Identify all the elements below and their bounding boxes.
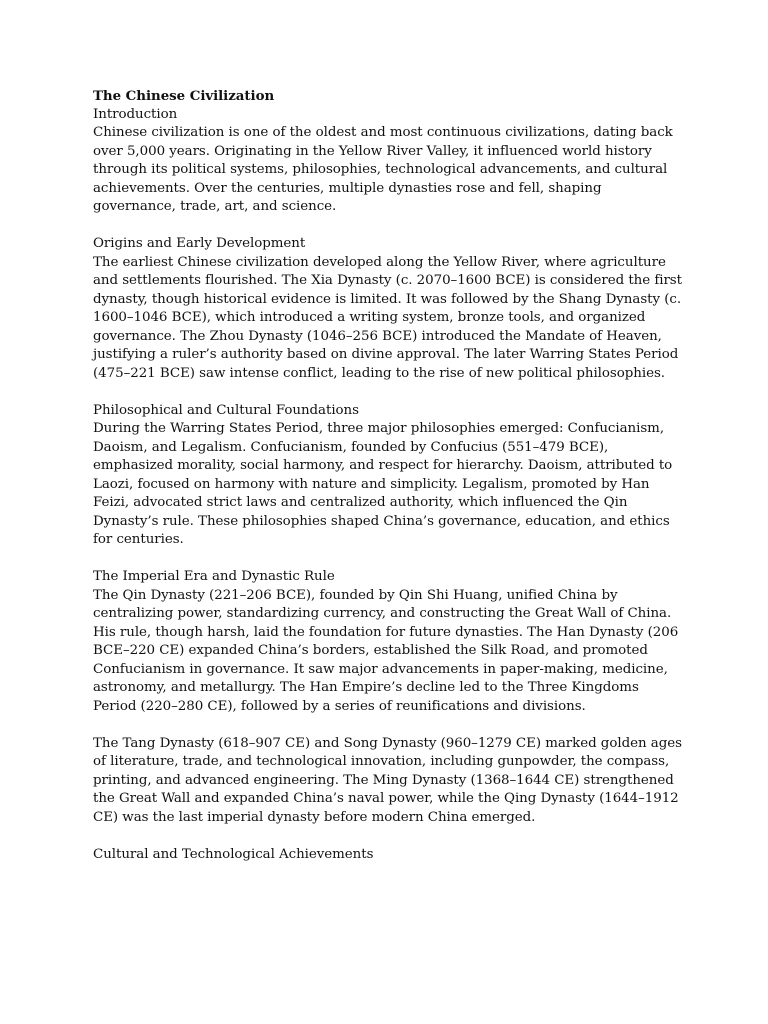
- section-paragraph: The Qin Dynasty (221–206 BCE), founded by Qin Shi Huang, unified China by centralizing power, standardizing currency, and constructing the Great Wall of China. His rule, though harsh, laid the foundation for future dynasties. The Han Dynasty (206 BCE–220 CE) expanded China’s borders, established the Silk Road, and promoted Confucianism in governance. It saw major advancements in paper-making, medicine, astronomy, and metallurgy. The Han Empire’s decline led to the Three Kingdoms Period (220–280 CE), followed by a series of reunifications and divisions.: [93, 587, 679, 714]
- section-heading: Introduction: [93, 106, 178, 122]
- section-imperial-era: [93, 568, 683, 716]
- section-origins: [93, 235, 683, 383]
- section-heading: Origins and Early Development: [93, 236, 306, 251]
- section-paragraph: Chinese civilization is one of the oldest and most continuous civilizations, dating back over 5,000 years. Originating in the Yellow River Valley, it influenced world history through its political systems, philosophies, technological advancements, and cultural achievements. Over the centuries, multiple dynasties rose and fell, shaping governance, trade, art, and science.: [93, 125, 673, 214]
- section-later-dynasties: [93, 735, 683, 828]
- section-introduction: [93, 106, 683, 217]
- section-paragraph: During the Warring States Period, three major philosophies emerged: Confucianism, Daoism, and Legalism. Confucianism, founded by Confucius (551–479 BCE), emphasized morality, social harmony, and respect for hierarchy. Daoism, attributed to Laozi, focused on harmony with nature and simplicity. Legalism, promoted by Han Feizi, advocated strict laws and centralized authority, which influenced the Qin Dynasty’s rule. These philosophies shaped China’s governance, education, and ethics for centuries.: [93, 421, 673, 547]
- section-philosophy: [93, 402, 683, 550]
- document-page: [93, 87, 683, 883]
- section-heading: The Imperial Era and Dynastic Rule: [93, 569, 335, 584]
- section-paragraph: The Tang Dynasty (618–907 CE) and Song Dynasty (960–1279 CE) marked golden ages of literature, trade, and technological innovation, including gunpowder, the compass, printing, and advanced engineering. The Ming Dynasty (1368–1644 CE) strengthened the Great Wall and expanded China’s naval power, while the Qing Dynasty (1644–1912 CE) was the last imperial dynasty before modern China emerged.: [93, 735, 682, 825]
- document-title: The Chinese Civilization: [93, 88, 275, 104]
- section-paragraph: The earliest Chinese civilization developed along the Yellow River, where agriculture and settlements flourished. The Xia Dynasty (c. 2070–1600 BCE) is considered the first dynasty, though historical evidence is limited. It was followed by the Shang Dynasty (c. 1600–1046 BCE), which introduced a writing system, bronze tools, and organized governance. The Zhou Dynasty (1046–256 BCE) introduced the Mandate of Heaven, justifying a ruler’s authority based on divine approval. The later Warring States Period (475–221 BCE) saw intense conflict, leading to the rise of new political philosophies.: [93, 254, 682, 381]
- section-heading: Philosophical and Cultural Foundations: [93, 402, 359, 418]
- section-achievements: [93, 846, 683, 865]
- section-heading: Cultural and Technological Achievements: [93, 846, 374, 862]
